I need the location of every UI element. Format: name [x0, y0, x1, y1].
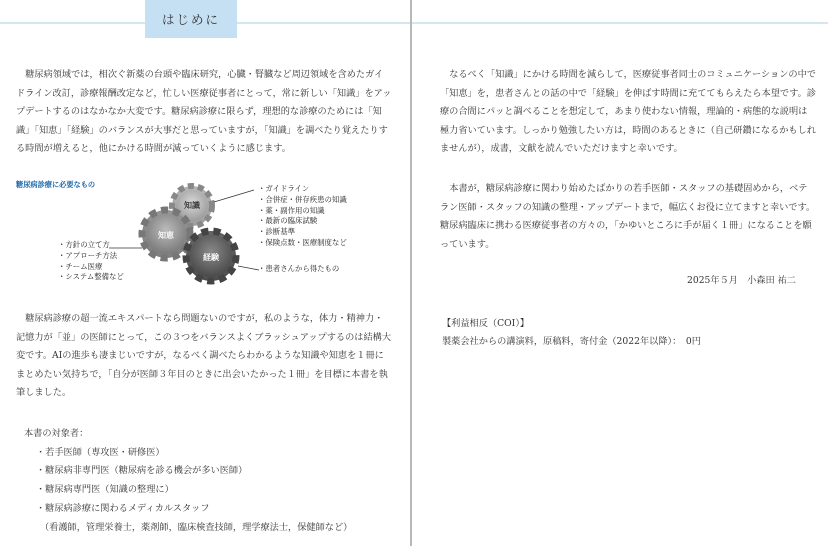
wisdom-item: ・ アプローチ方法 — [58, 251, 124, 262]
experience-items — [258, 264, 339, 275]
body-paragraph-1: なるべく「知識」にかける時間を減らして，医療従事者同士のコミュニケーションの中で「知恵」を，患者さんとの話の中で「経験」を伸ばす時間に充ててもらえたら本望です。診療の合間にパッと調べることを想定して，あまり使わない情報，理論的・病態的な説明は極力省いています。しっかり勉強したい方は，時間のあるときに（自己研鑽になるかもしれませんが），成書，文献を読んでいただけますと幸いです。 — [440, 69, 816, 155]
left-page — [0, 0, 411, 546]
target-audience-item: ・糖尿病非専門医（糖尿病を診る機会が多い医師） — [36, 465, 248, 477]
intro-paragraph-1: 糖尿病領域では，相次ぐ新薬の台頭や臨床研究，心臓・腎臓など周辺領域を含めたガイドライン改訂，診療報酬改定など，忙しい医療従事者にとって，常に新しい「知識」をアップデートするのはなかなか大変です。糖尿病診療に限らず，理想的な診療のためには「知識」「知恵」「経験」のバランスが大事だと思っていますが，「知識」を調べたり覚えたりする時間が増えると，他にかける時間が減っていくように感じます。 — [16, 69, 392, 155]
diagram-title: 糖尿病診療に必要なもの — [16, 180, 96, 189]
header-rule — [412, 22, 828, 24]
experience-gear-label: 経験 — [203, 253, 219, 262]
target-audience-item: ・糖尿病専門医（知識の整理に） — [36, 484, 174, 496]
target-audience-title: 本書の対象者： — [24, 428, 89, 439]
experience-connector — [238, 266, 259, 270]
body-paragraph-2: 本書が，糖尿病診療に関わり始めたばかりの若手医師・スタッフの基礎固めから，ベテラン医師・スタッフの知識の整理・アップデートまで，幅広くお役に立てますと幸いです。糖尿病臨床に携わる医療従事者の方々の，「かゆいところに手が届く１冊」になることを願っています。 — [440, 183, 816, 250]
knowledge-item: ・ 最新の臨床試験 — [258, 216, 347, 227]
knowledge-connector — [214, 190, 254, 202]
target-audience-item: ・糖尿病診療に関わるメディカルスタッフ — [36, 502, 210, 514]
knowledge-items — [258, 184, 347, 249]
target-audience-item: ・若手医師（専攻医・研修医） — [36, 446, 165, 458]
target-audience — [24, 425, 352, 537]
wisdom-gear-label: 知恵 — [158, 231, 174, 240]
intro-paragraph-2: 糖尿病診療の超一流エキスパートなら問題ないのですが，私のような，体力・精神力・記憶力が「並」の医師にとって，この３つをバランスよくブラッシュアップするのは結構大変です。AIの進歩も凄まじいですが，なるべく調べたらわかるような知識や知恵を１冊にまとめたい気持ちで，「自分が医師３年目のときに出会いたかった１冊」を目標に本書を執筆しました。 — [16, 313, 392, 399]
knowledge-gear-label: 知識 — [184, 201, 200, 210]
wisdom-item: ・ システム整備など — [58, 272, 124, 283]
wisdom-item: ・ 方針の立て方 — [58, 240, 124, 251]
section-heading: はじめに — [145, 0, 237, 38]
knowledge-wisdom-experience-diagram — [14, 176, 394, 296]
knowledge-item: ・ 診断基準 — [258, 227, 347, 238]
knowledge-item: ・ 薬・副作用の知識 — [258, 206, 347, 217]
coi-heading: 【利益相反（COI）】 — [442, 318, 530, 329]
experience-item: ・ 患者さんから得たもの — [258, 264, 339, 275]
wisdom-items — [58, 240, 124, 283]
wisdom-item: ・ チーム医療 — [58, 262, 124, 273]
knowledge-item: ・ 合併症・併存疾患の知識 — [258, 195, 347, 206]
date-and-author: 2025年５月 小森田 祐二 — [687, 275, 796, 286]
knowledge-item: ・ ガイドライン — [258, 184, 347, 195]
target-audience-note: （看護師，管理栄養士，薬剤師，臨床検査技師，理学療法士，保健師など） — [40, 521, 353, 533]
coi-statement: 製薬会社からの講演料，原稿料，寄付金（2022年以降）： 0円 — [442, 336, 701, 347]
right-page — [412, 0, 828, 546]
knowledge-item: ・ 保険点数・医療制度など — [258, 238, 347, 249]
